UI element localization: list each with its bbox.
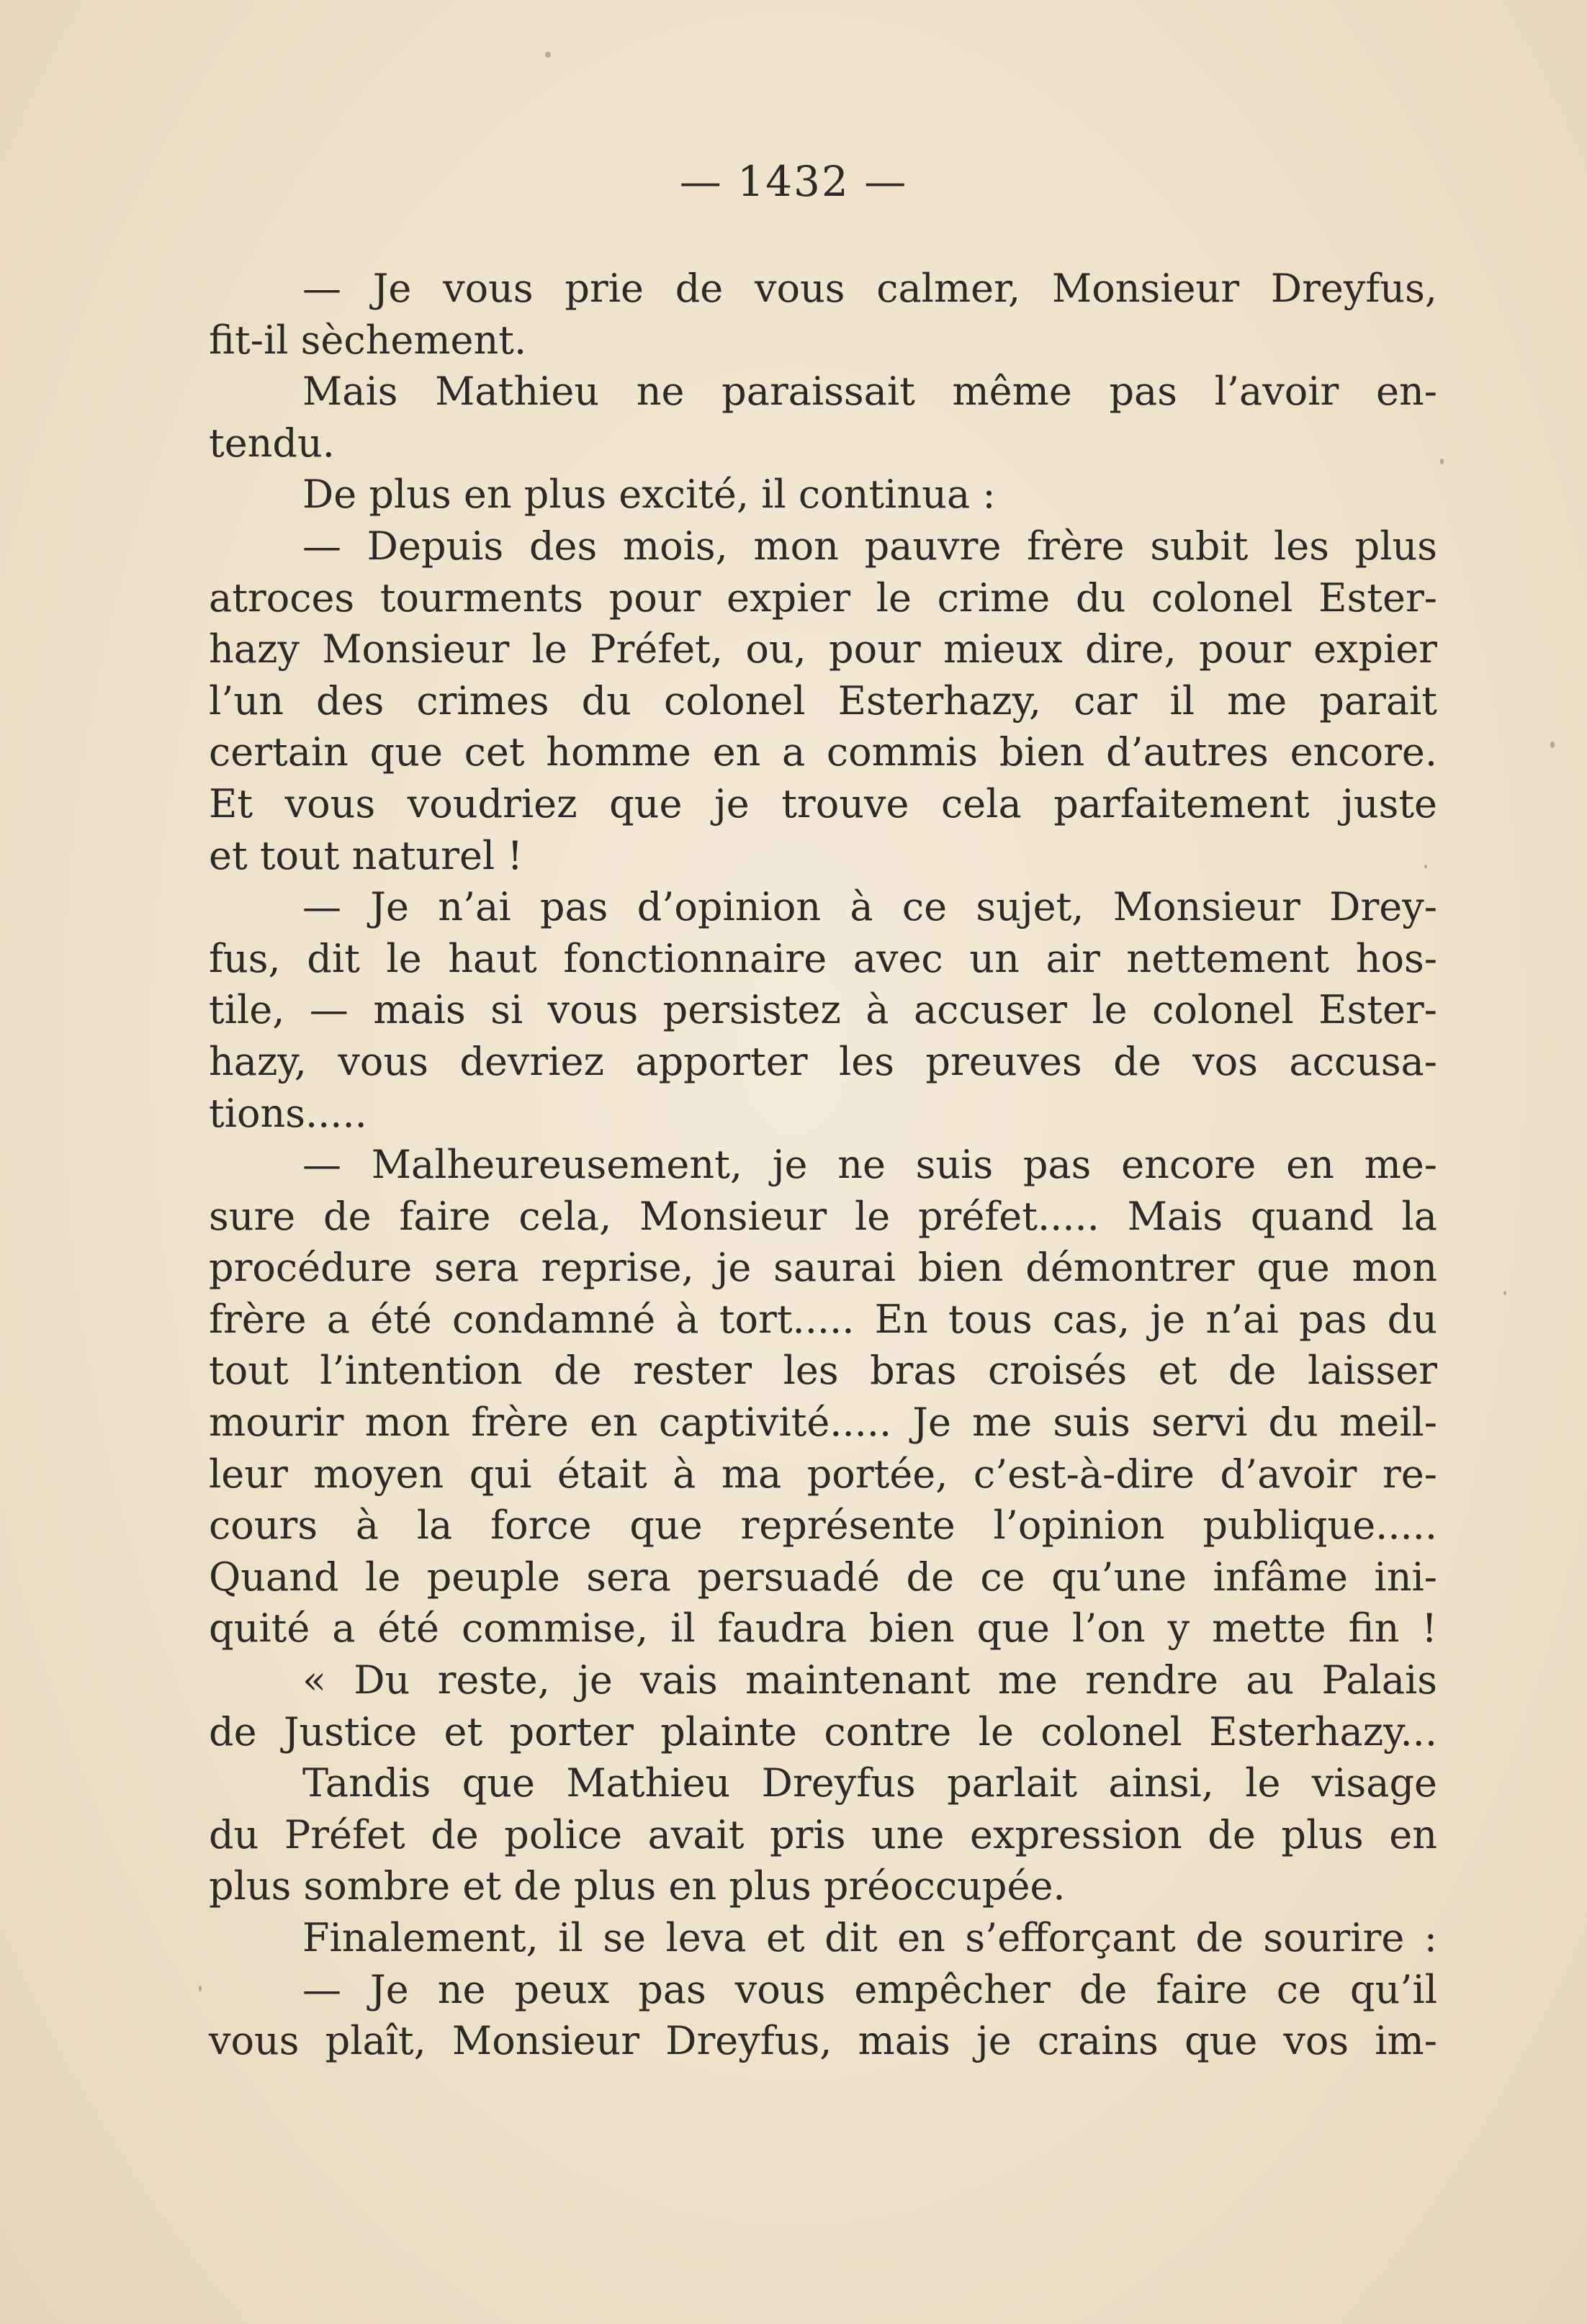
text-line: cours à la force que représente l’opinion publique..... — [209, 1503, 1437, 1549]
text-line: vous plaît, Monsieur Dreyfus, mais je crains que vos im- — [209, 2018, 1437, 2064]
text-line: quité a été commise, il faudra bien que l’on y mette fin ! — [209, 1605, 1437, 1652]
text-line: — Je vous prie de vous calmer, Monsieur Dreyfus, — [302, 266, 1437, 311]
text-line: du Préfet de police avait pris une expression de plus en — [209, 1811, 1437, 1857]
text-line: tions..... — [209, 1090, 367, 1136]
ink-speck — [545, 52, 551, 58]
text-line: certain que cet homme en a commis bien d’autres encore. — [209, 729, 1437, 775]
text-line: — Je ne peux pas vous empêcher de faire ce qu’il — [302, 1966, 1437, 2012]
text-line: mourir mon frère en captivité..... Je me suis servi du meil- — [209, 1400, 1437, 1446]
ink-speck — [1440, 459, 1444, 464]
text-line: — Malheureusement, je ne suis pas encore en me- — [302, 1142, 1437, 1188]
text-line: sure de faire cela, Monsieur le préfet..... Mais quand la — [209, 1193, 1437, 1239]
ink-speck — [199, 1986, 202, 1991]
page-number: — 1432 — — [679, 157, 908, 206]
text-line: leur moyen qui était à ma portée, c’est-à-dire d’avoir re- — [209, 1451, 1437, 1497]
text-line: Mais Mathieu ne paraissait même pas l’avoir en- — [302, 369, 1437, 415]
text-line: atroces tourments pour expier le crime du colonel Ester- — [209, 575, 1437, 621]
text-line: tout l’intention de rester les bras croisés et de laisser — [209, 1348, 1437, 1394]
ink-speck — [1503, 1291, 1506, 1295]
text-line: fus, dit le haut fonctionnaire avec un air nettement hos- — [209, 935, 1437, 981]
text-line: Finalement, il se leva et dit en s’efforçant de sourire : — [302, 1915, 1437, 1960]
text-line: de Justice et porter plainte contre le colonel Esterhazy... — [209, 1708, 1437, 1755]
ink-speck — [1550, 742, 1555, 748]
text-line: tile, — mais si vous persistez à accuser le colonel Ester- — [209, 987, 1437, 1033]
text-line: tendu. — [209, 420, 335, 466]
text-line: — Depuis des mois, mon pauvre frère subit les plus — [302, 523, 1437, 569]
text-line: Quand le peuple sera persuadé de ce qu’une infâme ini- — [209, 1554, 1437, 1600]
text-line: hazy, vous devriez apporter les preuves de vos accusa- — [209, 1038, 1437, 1084]
text-line: frère a été condamné à tort..... En tous cas, je n’ai pas du — [209, 1296, 1437, 1342]
text-line: De plus en plus excité, il continua : — [302, 472, 996, 518]
text-line: « Du reste, je vais maintenant me rendre au Palais — [302, 1657, 1437, 1703]
text-line: hazy Monsieur le Préfet, ou, pour mieux dire, pour expier — [209, 626, 1437, 672]
body-text — [209, 263, 1437, 2067]
text-line: et tout naturel ! — [209, 832, 523, 878]
text-line: fit-il sèchement. — [209, 317, 527, 363]
text-line: plus sombre et de plus en plus préoccupée. — [209, 1863, 1066, 1909]
text-line: procédure sera reprise, je saurai bien démontrer que mon — [209, 1245, 1437, 1291]
text-line: — Je n’ai pas d’opinion à ce sujet, Monsieur Drey- — [302, 884, 1437, 930]
text-line: Et vous voudriez que je trouve cela parfaitement juste — [209, 780, 1437, 827]
text-line: Tandis que Mathieu Dreyfus parlait ainsi, le visage — [302, 1760, 1437, 1806]
text-line: l’un des crimes du colonel Esterhazy, car il me parait — [209, 677, 1437, 724]
